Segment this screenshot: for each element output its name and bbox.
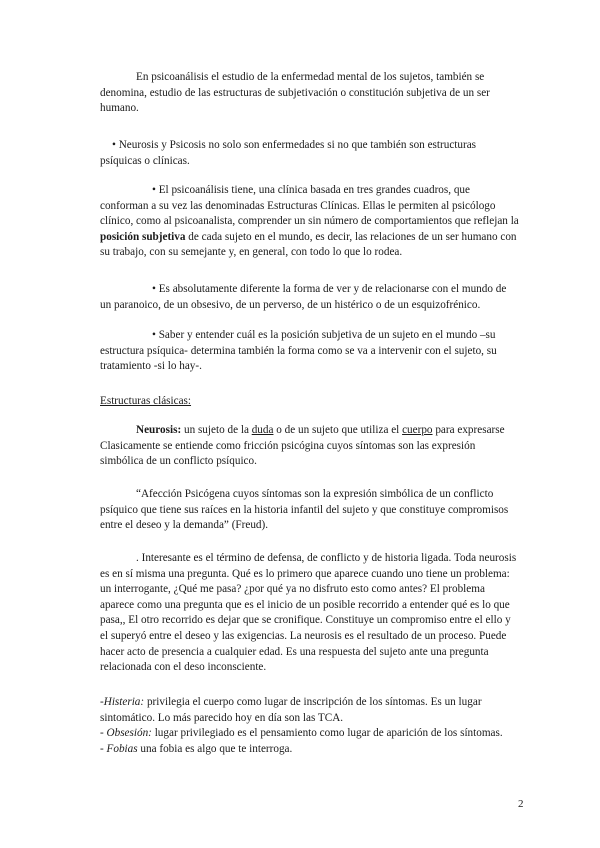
bullet-clinica: • El psicoanálisis tiene, una clínica basada en tres grandes cuadros, que conforman a su vez las denominadas Estructuras Clínicas. Ellas le permiten al psicólogo clínico, como al psicoanalista, comprender un sin número de comportamientos que reflejan la posición subjetiva de cada sujeto en el mundo, es decir, las relaciones de un ser humano con su trabajo, con su semejante y, en general, con todo lo que lo rodea. [100,184,519,259]
defensa-paragraph: . Interesante es el término de defensa, de conflicto y de historia ligada. Toda neurosis es en sí misma una pregunta. Qué es lo primero que aparece cuando uno tiene un problema: un interrogante, ¿Qué me pasa? ¿por qué ya no disfruto esto como antes? El problema aparece como una pregunta que es el inicio de un posible recorrido a entender qué es lo que pasa,, El otro recorrido es dejar que se cronifique. Constituye un compromiso entre el ello y el superyó entre el deseo y las exigencias. La neurosis es el resultado de un proceso. Puede hacer acto de presencia a cualquier edad. Es una respuesta del sujeto ante una pregunta relacionada con el deso inconsciente. [100,552,517,674]
neurosis-definition: Neurosis: un sujeto de la duda o de un sujeto que utiliza el cuerpo para expresarse Clasicamente se entiende como fricción psicógina cuyos síntomas son las expresión simbólica de un conflicto psíquico. [100,424,505,468]
intro-paragraph: En psicoanálisis el estudio de la enfermedad mental de los sujetos, también se denomina, estudio de las estructuras de subjetivación o constitución subjetiva de un ser humano. [100,71,490,115]
freud-quote: “Afección Psicógena cuyos síntomas son la expresión simbólica de un conflicto psíquico que tiene sus raíces en la historia infantil del sujeto y que constituye compromisos entre el deseo y la demanda” (Freud). [100,488,509,532]
type-fobias: - Fobias una fobia es algo que te interroga. [100,742,293,755]
neurosis-term: Neurosis: [136,424,182,436]
bullet-diferencia: • Es absolutamente diferente la forma de ver y de relacionarse con el mundo de un paranoico, de un obsesivo, de un perverso, de un histérico o de un esquizofrénico. [100,283,507,311]
page-number: 2 [518,798,524,810]
bullet-neurosis-psicosis: • Neurosis y Psicosis no solo son enfermedades si no que también son estructuras psíquicas o clínicas. [100,139,477,167]
section-heading: Estructuras clásicas: [100,395,192,407]
type-histeria: -Histeria: privilegia el cuerpo como lugar de inscripción de los síntomas. Es un lugar sintomático. Lo más parecido hoy en día son las TCA. [100,696,482,724]
neurosis-types-list [100,695,520,757]
posicion-subjetiva-bold: posición subjetiva [100,230,186,243]
bullet-posicion-subjetiva: • Saber y entender cuál es la posición subjetiva de un sujeto en el mundo –su estructura psíquica- determina también la forma como se va a intervenir con el sujeto, su tratamiento -si lo hay-. [100,329,497,373]
type-obsesion: - Obsesión: lugar privilegiado es el pensamiento como lugar de aparición de los síntomas. [100,727,503,740]
